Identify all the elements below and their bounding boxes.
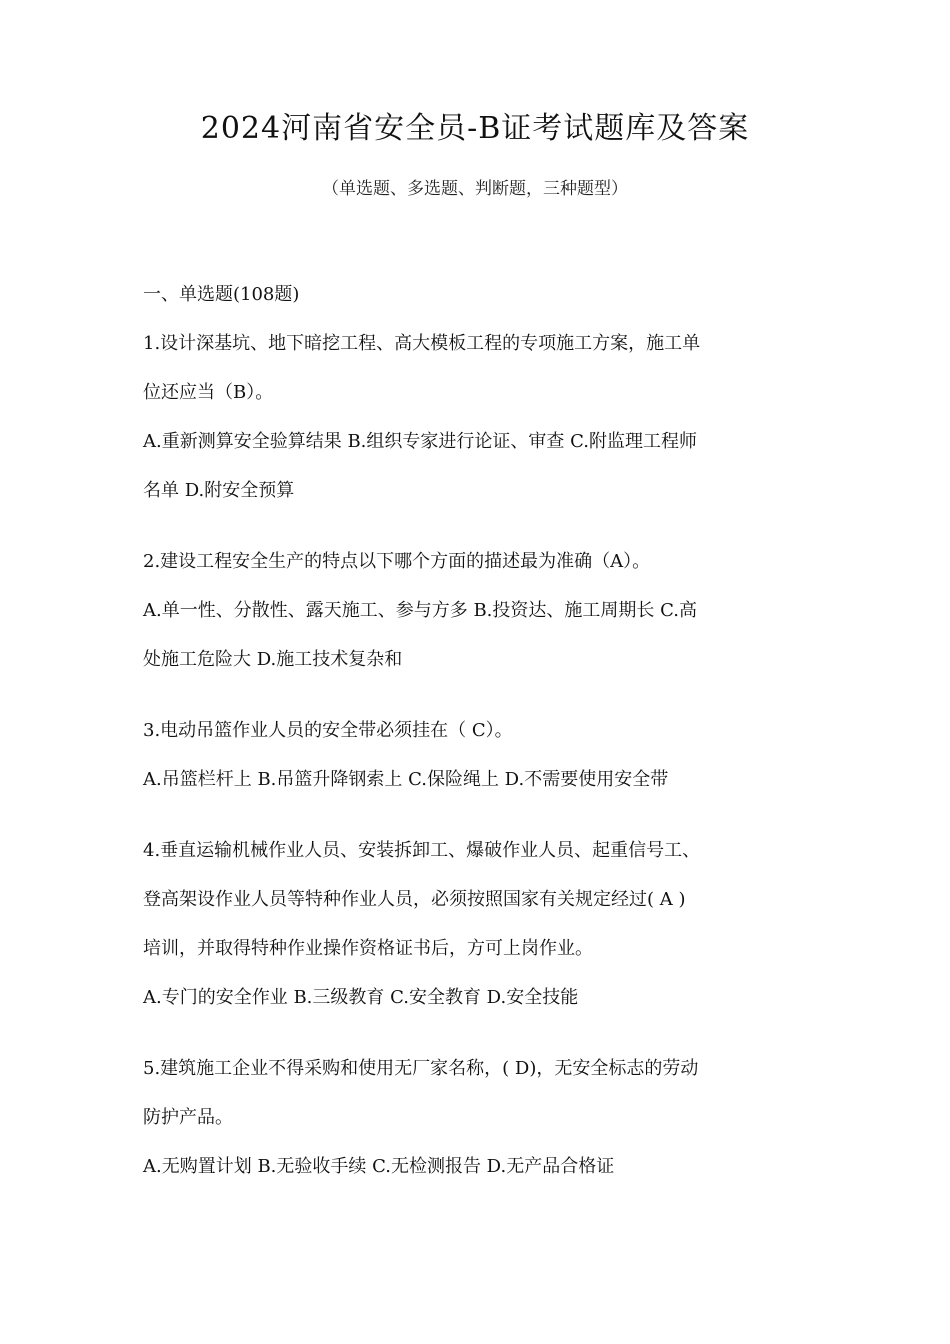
question-4-stem-line-1: 4.垂直运输机械作业人员、安装拆卸工、爆破作业人员、起重信号工、 bbox=[143, 840, 701, 861]
question-3-options-line-1: A.吊篮栏杆上 B.吊篮升降钢索上 C.保险绳上 D.不需要使用安全带 bbox=[143, 769, 669, 790]
section-heading: 一、单选题(108题) bbox=[143, 284, 300, 305]
document-body bbox=[143, 270, 823, 1191]
question-1-stem-line-1: 1.设计深基坑、地下暗挖工程、高大模板工程的专项施工方案，施工单 bbox=[143, 333, 701, 354]
question-4-stem-line-2: 登高架设作业人员等特种作业人员，必须按照国家有关规定经过( A ) bbox=[143, 889, 686, 910]
question-1-options-line-2: 名单 D.附安全预算 bbox=[143, 480, 295, 501]
question-2-stem-line-1: 2.建设工程安全生产的特点以下哪个方面的描述最为准确（A）。 bbox=[143, 551, 651, 572]
question-4-stem-line-3: 培训，并取得特种作业操作资格证书后，方可上岗作业。 bbox=[143, 938, 593, 959]
question-2-options-line-2: 处施工危险大 D.施工技术复杂和 bbox=[143, 649, 403, 670]
question-5 bbox=[143, 1044, 823, 1191]
question-5-options-line-1: A.无购置计划 B.无验收手续 C.无检测报告 D.无产品合格证 bbox=[143, 1156, 615, 1177]
question-5-stem-line-1: 5.建筑施工企业不得采购和使用无厂家名称，( D)，无安全标志的劳动 bbox=[143, 1058, 699, 1079]
question-1 bbox=[143, 319, 823, 515]
question-2 bbox=[143, 537, 823, 684]
question-5-stem-line-2: 防护产品。 bbox=[143, 1107, 233, 1128]
document-title: 2024河南省安全员-B证考试题库及答案 bbox=[200, 111, 750, 146]
question-2-options-line-1: A.单一性、分散性、露天施工、参与方多 B.投资达、施工周期长 C.高 bbox=[143, 600, 697, 621]
question-3-stem-line-1: 3.电动吊篮作业人员的安全带必须挂在（ C）。 bbox=[143, 720, 513, 741]
question-1-options-line-1: A.重新测算安全验算结果 B.组织专家进行论证、审查 C.附监理工程师 bbox=[143, 431, 697, 452]
question-1-stem-line-2: 位还应当（B）。 bbox=[143, 382, 274, 403]
document-subtitle: （单选题、多选题、判断题，三种题型） bbox=[322, 179, 628, 199]
question-4 bbox=[143, 826, 823, 1022]
question-4-options-line-1: A.专门的安全作业 B.三级教育 C.安全教育 D.安全技能 bbox=[143, 987, 579, 1008]
question-3 bbox=[143, 706, 823, 804]
